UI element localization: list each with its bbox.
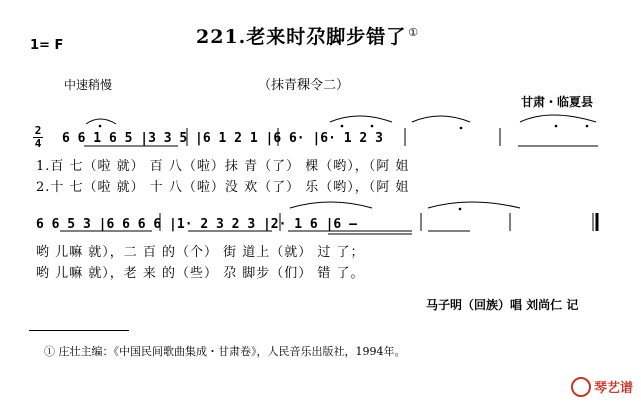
notation-line-1: 6 6 1 6 5 |3 3 5 |6 1 2 1 |6 6· |6· 1 2 3 xyxy=(62,131,383,146)
watermark-text: 琴艺谱 xyxy=(593,380,633,396)
notation-line-2: 6 6 5 3 |6 6 6 6 |1· 2 3 2 3 |2· 1 6 |6 — xyxy=(36,217,357,232)
time-signature-top: 2 xyxy=(34,124,42,137)
song-title-text: 221.老来时尕脚步错了 xyxy=(196,26,407,48)
lyrics-line-2-verse-2: 哟 儿嘛 就），老 来 的（些） 尕 脚步（们） 错 了。 xyxy=(36,266,365,281)
tempo-marking: 中速稍慢 xyxy=(64,78,113,92)
footnote: ① 庄壮主编：《中国民间歌曲集成・甘肃卷》，人民音乐出版社，1994年。 xyxy=(44,345,406,358)
song-subtitle: （抹青稞令二） xyxy=(258,78,350,93)
footnote-divider xyxy=(29,330,129,331)
lyrics-line-1-verse-1: 1.百 七（啦 就） 百 八（啦）抹 青（了） 棵（哟），（阿 姐 xyxy=(36,159,410,174)
watermark xyxy=(571,377,633,399)
region-label: 甘肃・临夏县 xyxy=(521,95,594,109)
watermark-logo-icon xyxy=(571,377,591,397)
time-signature-bottom: 4 xyxy=(34,137,42,150)
footnote-mark: ① xyxy=(408,25,420,39)
credits: 马子明（回族）唱 刘尚仁 记 xyxy=(426,298,579,312)
lyrics-line-1-verse-2: 2.十 七（啦 就） 十 八（啦）没 欢（了） 乐（哟），（阿 姐 xyxy=(36,180,410,195)
lyrics-line-2-verse-1: 哟 儿嘛 就），二 百 的（个） 街 道上（就） 过 了； xyxy=(36,245,365,260)
key-signature: 1= F xyxy=(30,38,64,53)
